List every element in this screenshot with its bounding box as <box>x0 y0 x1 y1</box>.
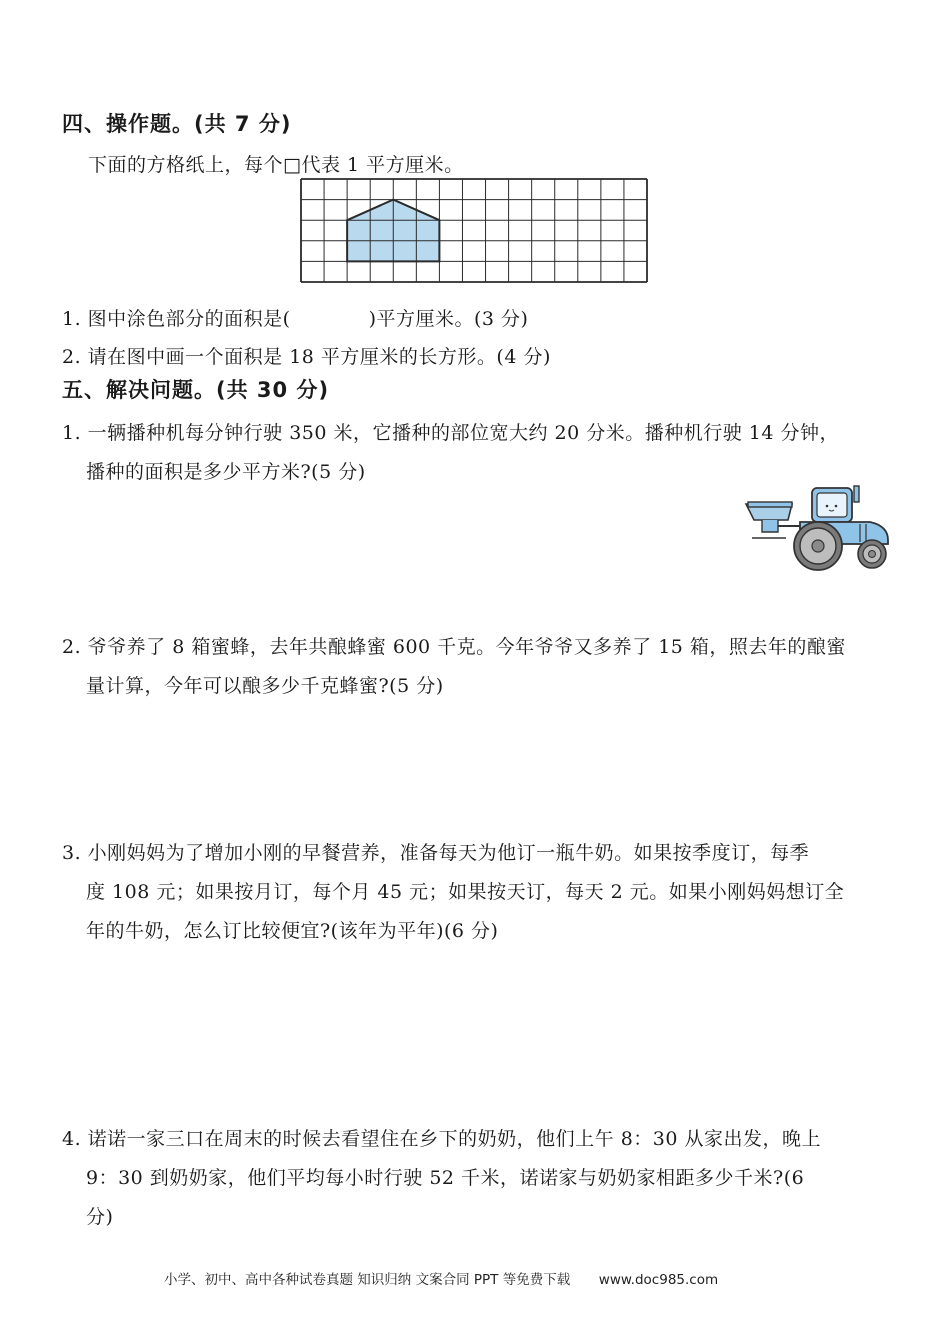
footer-url[interactable]: www.doc985.com <box>598 1272 719 1288</box>
problem4-line3: 分) <box>86 1206 114 1228</box>
section4-heading: 四、操作题。(共 7 分) <box>62 112 292 136</box>
tractor-icon <box>742 482 892 574</box>
footer-text: 小学、初中、高中各种试卷真题 知识归纳 文案合同 PPT 等免费下载 <box>164 1272 571 1288</box>
problem1-line1: 1. 一辆播种机每分钟行驶 350 米，它播种的部位宽大约 20 分米。播种机行驶 14 分钟， <box>62 422 840 444</box>
problem3-line2: 度 108 元；如果按月订，每个月 45 元；如果按天订，每天 2 元。如果小刚妈妈想订全 <box>86 881 845 903</box>
section4-intro: 下面的方格纸上，每个□代表 1 平方厘米。 <box>88 154 464 176</box>
q1-suffix: )平方厘米。(3 分) <box>368 308 529 330</box>
square-grid <box>300 178 648 283</box>
problem4-line2: 9：30 到奶奶家，他们平均每小时行驶 52 千米，诺诺家与奶奶家相距多少千米?(6 <box>86 1167 805 1189</box>
problem3-line1: 3. 小刚妈妈为了增加小刚的早餐营养，准备每天为他订一瓶牛奶。如果按季度订，每季 <box>62 842 810 864</box>
problem2-line1: 2. 爷爷养了 8 箱蜜蜂，去年共酿蜂蜜 600 千克。今年爷爷又多养了 15 箱，照去年的酿蜜 <box>62 636 846 658</box>
footer <box>164 1268 718 1288</box>
tractor-illustration <box>742 482 892 574</box>
problem3-line3: 年的牛奶，怎么订比较便宜?(该年为平年)(6 分) <box>86 920 499 942</box>
problem1-line2: 播种的面积是多少平方米?(5 分) <box>86 461 366 483</box>
section5-heading: 五、解决问题。(共 30 分) <box>62 378 330 402</box>
section4-q2: 2. 请在图中画一个面积是 18 平方厘米的长方形。(4 分) <box>62 346 551 368</box>
problem4-line1: 4. 诺诺一家三口在周末的时候去看望住在乡下的奶奶，他们上午 8：30 从家出发，晚上 <box>62 1128 822 1150</box>
problem2-line2: 量计算，今年可以酿多少千克蜂蜜?(5 分) <box>86 675 444 697</box>
grid-paper <box>300 178 648 283</box>
section4-q1 <box>62 304 528 331</box>
q1-prefix: 1. 图中涂色部分的面积是( <box>62 308 291 330</box>
